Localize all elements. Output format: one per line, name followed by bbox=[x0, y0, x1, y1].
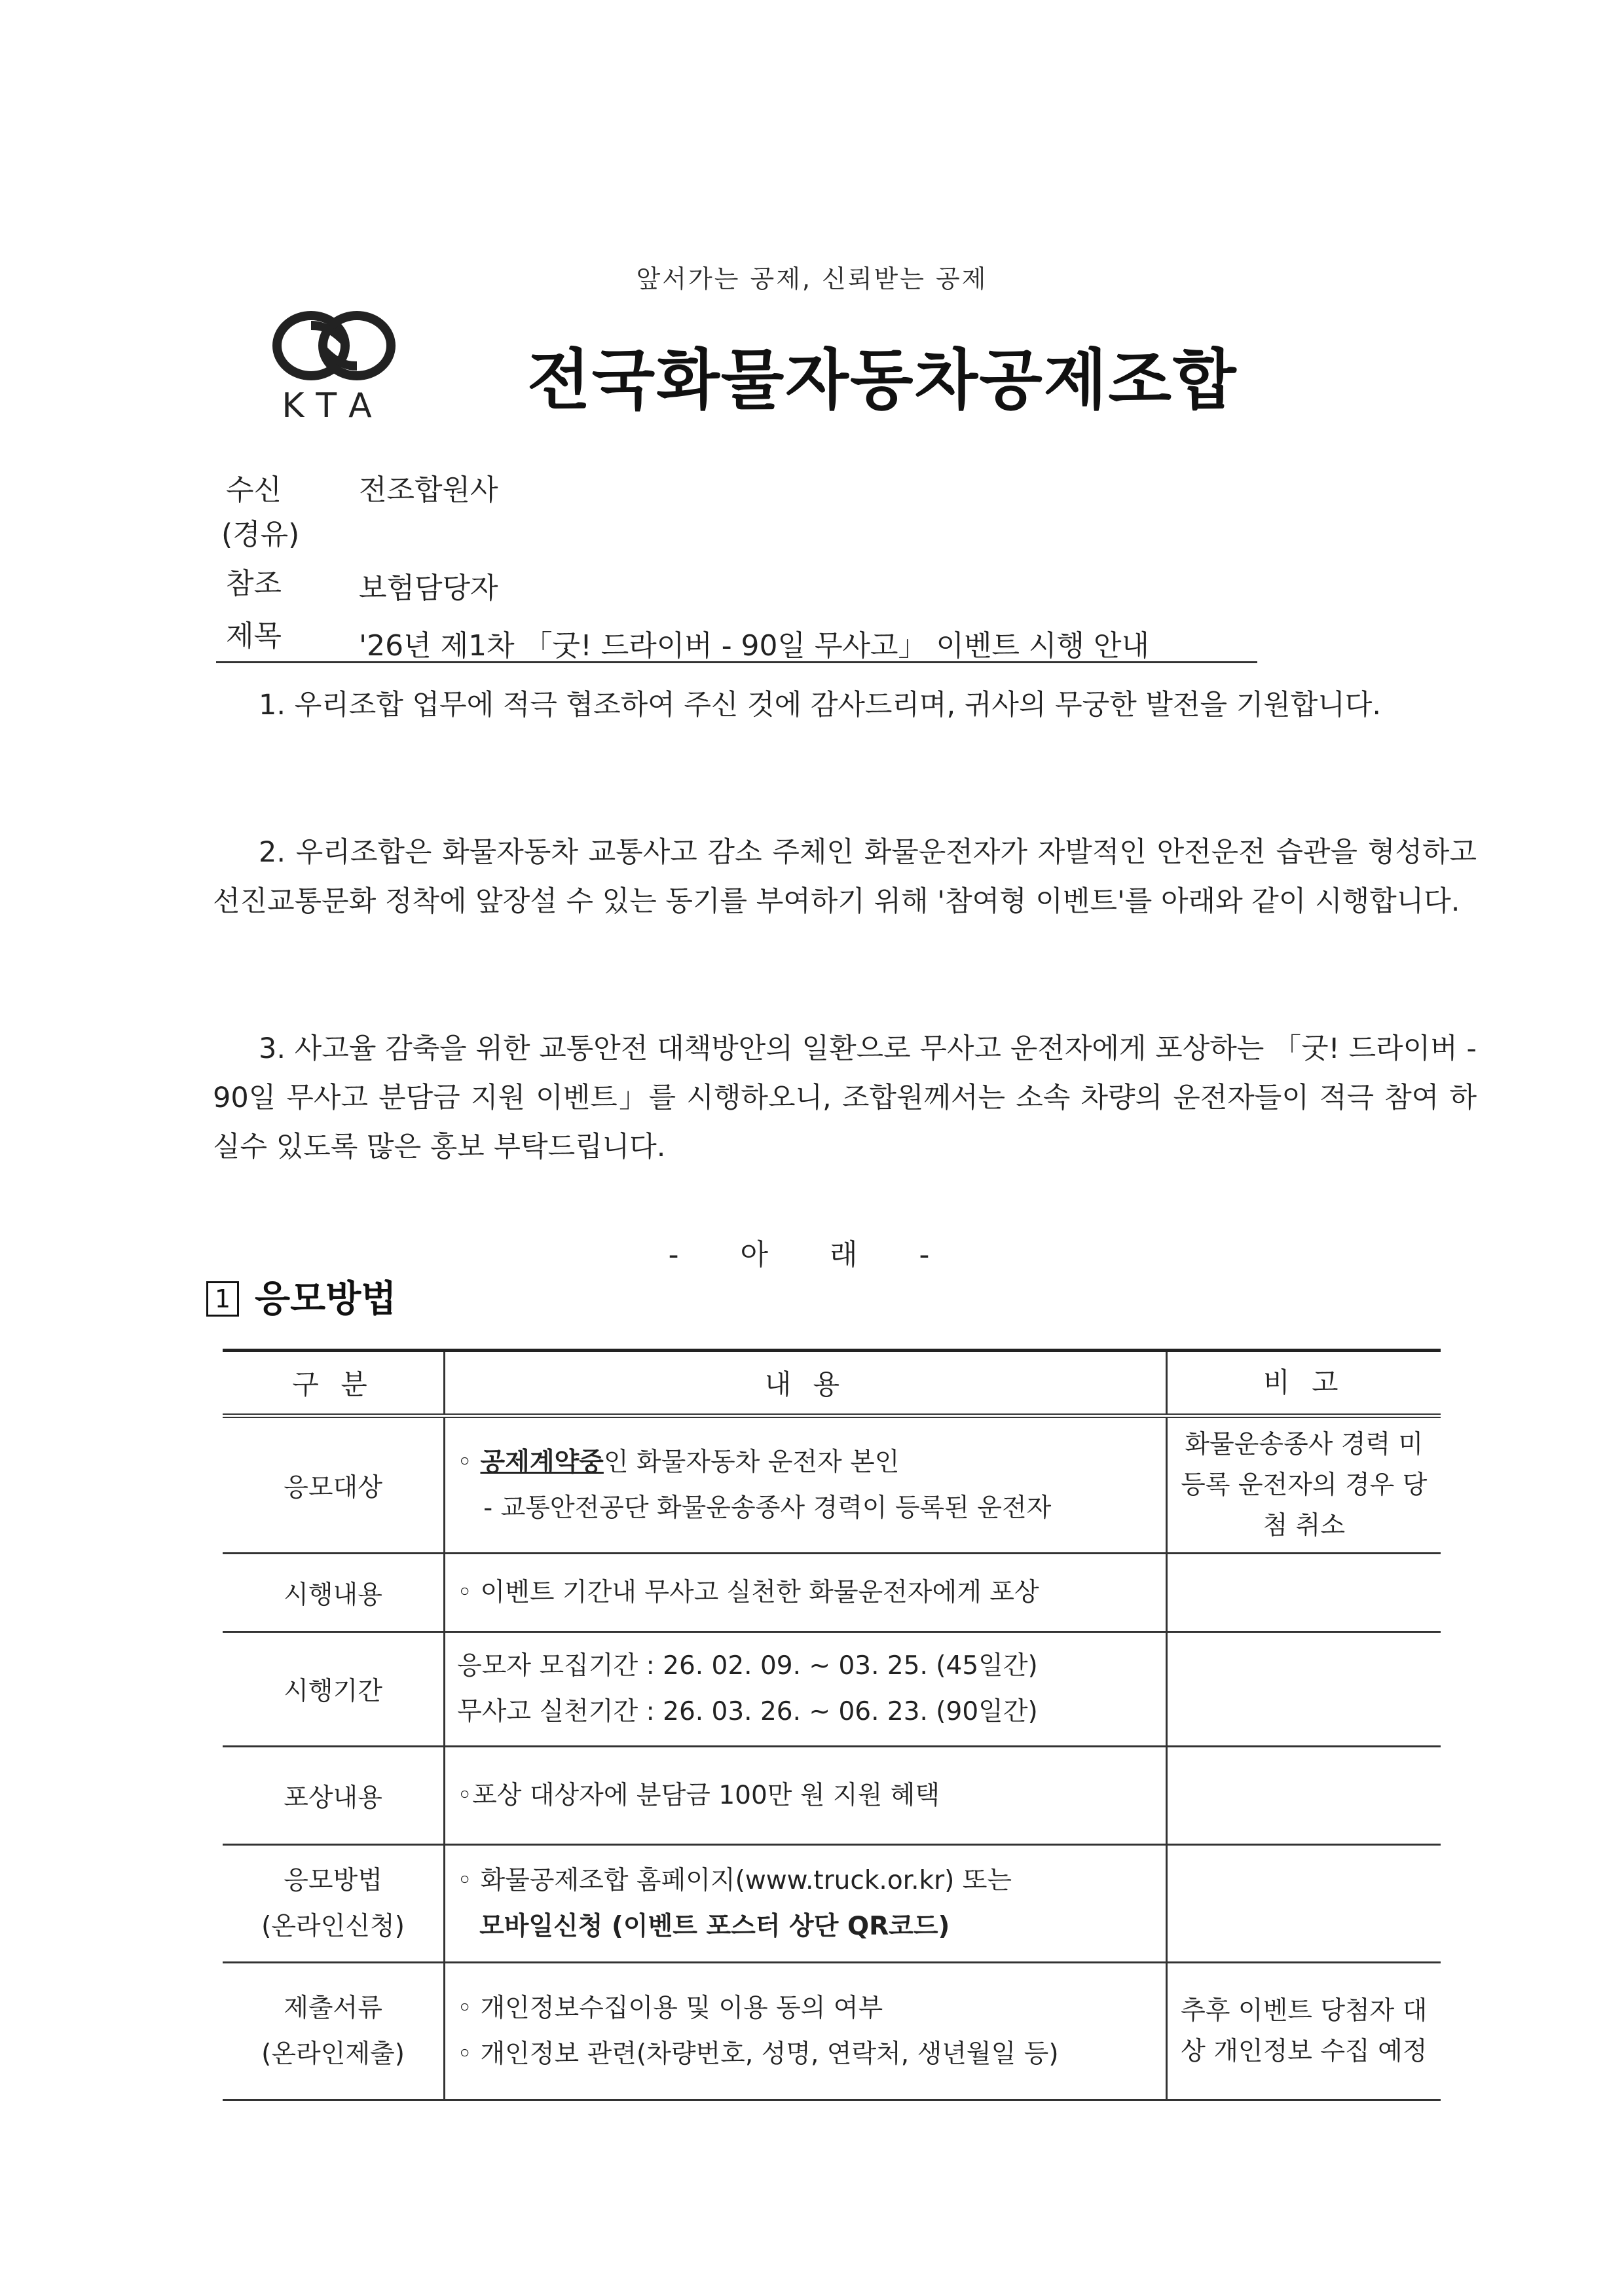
header-content: 내 용 bbox=[445, 1351, 1167, 1416]
row-label: 포상내용 bbox=[223, 1747, 445, 1845]
content-line: 모바일신청 (이벤트 포스터 상단 QR코드) bbox=[479, 1911, 950, 1941]
table-row bbox=[223, 1845, 1441, 1963]
content-text: 화물공제조합 홈페이지(www.truck.or.kr) 또는 bbox=[480, 1865, 1012, 1895]
content-text: 개인정보수집이용 및 이용 동의 여부 bbox=[480, 1993, 883, 2023]
header-remarks: 비 고 bbox=[1166, 1351, 1441, 1416]
subject-value: '26년 제1차 「굿! 드라이버 - 90일 무사고」 이벤트 시행 안내 bbox=[359, 629, 1150, 663]
content-line bbox=[457, 1440, 1154, 1485]
bullet: ◦ bbox=[457, 2039, 481, 2069]
bullet: ◦ bbox=[457, 1447, 481, 1477]
row-note bbox=[1166, 1845, 1441, 1963]
row-note bbox=[1166, 1632, 1441, 1747]
content-text: 교통안전공단 화물운송종사 경력이 등록된 운전자 bbox=[500, 1493, 1052, 1523]
organization-name: 전국화물자동차공제조합 bbox=[527, 342, 1238, 418]
content-line bbox=[457, 1570, 1154, 1616]
row-label: 시행기간 bbox=[223, 1632, 445, 1747]
logo-text: KTA bbox=[282, 386, 386, 426]
content-text: 이벤트 기간내 무사고 실천한 화물운전자에게 포상 bbox=[480, 1577, 1039, 1607]
section-number-box: 1 bbox=[206, 1281, 239, 1317]
kta-logo bbox=[265, 308, 403, 426]
row-content bbox=[445, 1416, 1167, 1554]
row-note: 화물운송종사 경력 미등록 운전자의 경우 당첨 취소 bbox=[1166, 1416, 1441, 1554]
content-line bbox=[457, 1986, 1154, 2032]
row-content bbox=[445, 1845, 1167, 1963]
paragraph-1-text: 1. 우리조합 업무에 적극 협조하여 주신 것에 감사드리며, 귀사의 무궁한 발전을 기원합니다. bbox=[259, 689, 1382, 721]
content-line: 무사고 실천기간 : 26. 03. 26. ~ 06. 23. (90일간) bbox=[457, 1697, 1038, 1726]
subject-label: 제목 bbox=[226, 619, 282, 653]
row-label-subtext: (온라인신청) bbox=[261, 1911, 405, 1941]
row-label bbox=[223, 1963, 445, 2100]
row-label-subtext: (온라인제출) bbox=[261, 2039, 405, 2069]
row-label-text: 응모방법 bbox=[284, 1865, 382, 1895]
content-text: 포상 대상자에 분담금 100만 원 지원 혜택 bbox=[472, 1780, 940, 1810]
row-label: 시행내용 bbox=[223, 1554, 445, 1632]
header-category: 구 분 bbox=[223, 1351, 445, 1416]
row-content bbox=[445, 1963, 1167, 2100]
row-content bbox=[445, 1632, 1167, 1747]
content-text: 개인정보 관련(차량번호, 성명, 연락처, 생년월일 등) bbox=[480, 2039, 1059, 2069]
below-heading: - 아 래 - bbox=[668, 1238, 956, 1271]
recipient-label: 수신 bbox=[226, 473, 282, 507]
content-line: 응모자 모집기간 : 26. 02. 09. ~ 03. 25. (45일간) bbox=[457, 1651, 1038, 1681]
content-line bbox=[457, 2032, 1154, 2077]
bullet: ◦ bbox=[457, 1865, 481, 1895]
table-row bbox=[223, 1416, 1441, 1554]
application-method-table bbox=[223, 1349, 1441, 2101]
content-line bbox=[457, 1858, 1154, 1904]
content-text: 인 화물자동차 운전자 본인 bbox=[603, 1447, 900, 1477]
bullet: ◦ bbox=[457, 1993, 481, 2023]
bullet: ◦ bbox=[457, 1780, 473, 1810]
paragraph-2 bbox=[213, 828, 1477, 926]
reference-value: 보험담당자 bbox=[359, 572, 498, 605]
section-title-text: 응모방법 bbox=[255, 1278, 397, 1321]
row-label: 응모대상 bbox=[223, 1416, 445, 1554]
content-line: - 교통안전공단 화물운송종사 경력이 등록된 운전자 bbox=[483, 1493, 1052, 1523]
paragraph-2-text: 2. 우리조합은 화물자동차 교통사고 감소 주체인 화물운전자가 자발적인 안전운전 습관을 형성하고 선진교통문화 정착에 앞장설 수 있는 동기를 부여하기 위해 '참여형 이벤트'를 아래와 같이 시행합니다. bbox=[213, 836, 1477, 918]
emphasis-text: 공제계약중 bbox=[480, 1447, 604, 1477]
row-note bbox=[1166, 1747, 1441, 1845]
kta-emblem-icon bbox=[265, 308, 403, 386]
reference-label: 참조 bbox=[226, 567, 282, 600]
row-note: 추후 이벤트 당첨자 대상 개인정보 수집 예정 bbox=[1166, 1963, 1441, 2100]
paragraph-3 bbox=[213, 1025, 1477, 1172]
row-label-text: 제출서류 bbox=[284, 1993, 382, 2023]
table-row bbox=[223, 1963, 1441, 2100]
paragraph-1 bbox=[213, 681, 1477, 730]
content-line bbox=[457, 1773, 1154, 1819]
table-row bbox=[223, 1632, 1441, 1747]
paragraph-3-text: 3. 사고율 감축을 위한 교통안전 대책방안의 일환으로 무사고 운전자에게 포상하는 「굿! 드라이버 - 90일 무사고 분담금 지원 이벤트」를 시행하오니, 조합원께서는 소속 차량의 운전자들이 적극 참여 하실수 있도록 많은 홍보 부탁드립니다. bbox=[213, 1032, 1477, 1163]
bullet: ◦ bbox=[457, 1577, 481, 1607]
row-content bbox=[445, 1747, 1167, 1845]
table-row bbox=[223, 1747, 1441, 1845]
section-title bbox=[206, 1270, 396, 1322]
row-note bbox=[1166, 1554, 1441, 1632]
table-header-row bbox=[223, 1351, 1441, 1416]
table-row bbox=[223, 1554, 1441, 1632]
recipient-value: 전조합원사 bbox=[359, 473, 498, 507]
slogan: 앞서가는 공제, 신뢰받는 공제 bbox=[636, 264, 988, 293]
subject-underline bbox=[216, 661, 1257, 663]
row-label bbox=[223, 1845, 445, 1963]
via-label: (경유) bbox=[221, 518, 300, 551]
row-content bbox=[445, 1554, 1167, 1632]
